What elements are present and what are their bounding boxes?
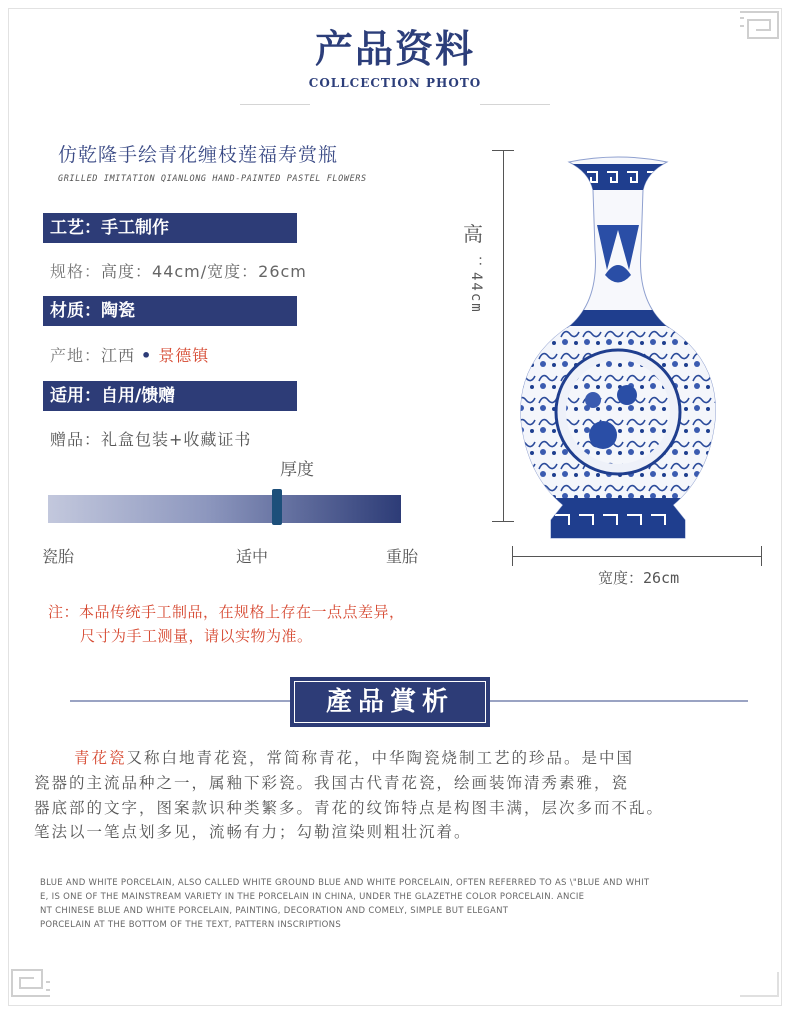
appreciation-line-1 [34, 746, 764, 771]
spec-value: 陶瓷 [101, 301, 135, 321]
spec-label: 适用： [50, 386, 101, 406]
spec-line-origin [50, 343, 209, 366]
thickness-bar [48, 495, 401, 523]
section-title-box [290, 677, 490, 727]
thickness-middle: 适中 [236, 547, 269, 566]
height-label: 高 [463, 222, 483, 246]
spec-value: 礼盒包装+收藏证书 [101, 430, 252, 449]
section-title: 產品賞析 [325, 687, 454, 717]
thickness-label: 厚度 [280, 460, 314, 480]
spec-line-size [50, 259, 307, 282]
appreciation-en-line-1: BLUE AND WHITE PORCELAIN, ALSO CALLED WHITE GROUND BLUE AND WHITE PORCELAIN, OFTEN REFERRED TO AS \"BLUE AND WHIT [40, 878, 650, 888]
thickness-left: 瓷胎 [42, 547, 75, 566]
vase-image [515, 150, 721, 540]
fret-corner-icon [8, 966, 52, 1000]
height-dimension-line [503, 150, 504, 522]
section-rule-right [490, 700, 748, 702]
highlight-term: 青花瓷 [74, 749, 127, 767]
spec-value: 自用/馈赠 [101, 386, 176, 406]
spec-label: 工艺： [50, 218, 101, 238]
spec-value: 手工制作 [101, 218, 169, 238]
appreciation-en-line-4: PORCELAIN AT THE BOTTOM OF THE TEXT, PATTERN INSCRIPTIONS [40, 920, 342, 930]
spec-label: 材质： [50, 301, 101, 321]
appreciation-en-line-3: NT CHINESE BLUE AND WHITE PORCELAIN, PAINTING, DECORATION AND COMELY, SIMPLE BUT ELEGANT [40, 906, 509, 916]
appreciation-en-line-2: E, IS ONE OF THE MAINSTREAM VARIETY IN THE PORCELAIN IN CHINA, UNDER THE GLAZETHE COLOR PORCELAIN. ANCIE [40, 892, 585, 902]
header-rule-left [240, 104, 310, 105]
spec-label: 产地： [50, 346, 102, 365]
spec-line-gift [50, 427, 251, 450]
height-tick-bottom [492, 521, 514, 522]
page-subtitle: COLLCECTION PHOTO [308, 76, 482, 90]
note-line-2: 尺寸为手工测量，请以实物为准。 [80, 627, 313, 645]
line-text: 又称白地青花瓷，常简称青花，中华陶瓷烧制工艺的珍品。是中国 [126, 749, 635, 767]
origin-city: 景德镇 [158, 346, 210, 365]
spec-bar-craft [43, 213, 297, 243]
spec-value: 高度：44cm/宽度：26cm [101, 262, 307, 281]
height-tick-top [492, 150, 514, 151]
origin-separator: • [141, 346, 153, 365]
width-label: 宽度：26cm [598, 569, 680, 587]
appreciation-line-4: 笔法以一笔点划多见，流畅有力；勾勒渲染则粗壮沉着。 [34, 823, 472, 841]
fret-corner-icon [738, 966, 782, 1000]
product-name-en: GRILLED IMITATION QIANLONG HAND-PAINTED PASTEL FLOWERS [58, 174, 367, 184]
product-name: 仿乾隆手绘青花缠枝莲福寿赏瓶 [58, 144, 339, 166]
width-dimension-line [512, 556, 762, 557]
page-title: 产品资料 [314, 26, 475, 71]
origin-province: 江西 [101, 346, 136, 365]
thickness-marker [272, 489, 282, 525]
spec-bar-usage [43, 381, 297, 411]
spec-label: 赠品： [50, 430, 102, 449]
appreciation-line-2: 瓷器的主流品种之一，属釉下彩瓷。我国古代青花瓷，绘画装饰清秀素雅，瓷 [34, 774, 630, 792]
height-value: ：44cm [468, 256, 484, 314]
spec-bar-material [43, 296, 297, 326]
header-rule-right [480, 104, 550, 105]
width-tick-right [761, 546, 762, 566]
note-line-1: 注：本品传统手工制品，在规格上存在一点点差异， [48, 603, 405, 621]
section-rule-left [70, 700, 290, 702]
width-tick-left [512, 546, 513, 566]
thickness-right: 重胎 [386, 547, 419, 566]
spec-label: 规格： [50, 262, 102, 281]
appreciation-line-3: 器底部的文字，图案款识种类繁多。青花的纹饰特点是构图丰满，层次多而不乱。 [34, 799, 665, 817]
